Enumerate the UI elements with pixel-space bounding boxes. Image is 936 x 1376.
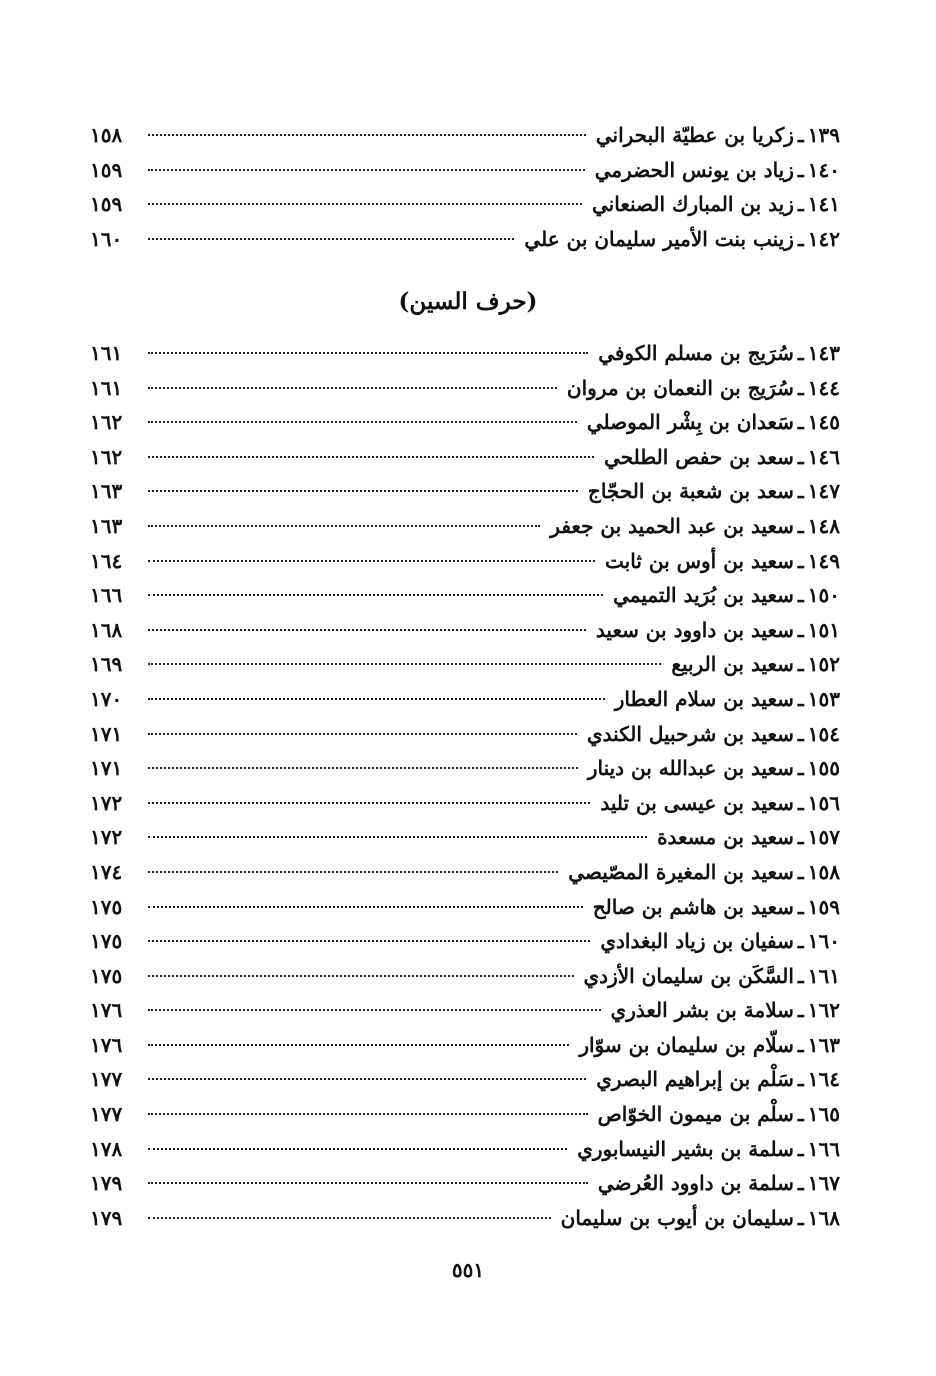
entry-title: زينب بنت الأمير سليمان بن علي	[524, 226, 794, 251]
entry-separator: ـ	[797, 756, 804, 781]
dot-leader	[148, 238, 514, 240]
entry-page-number: ١٧١	[90, 756, 123, 781]
entry-page-number: ١٧٧	[90, 1102, 123, 1127]
entry-number: ١٥٣	[807, 686, 840, 711]
entry-title: سليمان بن أيوب بن سليمان	[560, 1205, 794, 1230]
entry-separator: ـ	[797, 226, 804, 251]
entry-number: ١٤٧	[807, 479, 840, 504]
entry-separator: ـ	[797, 444, 804, 469]
entry-page-number: ١٦٦	[90, 583, 123, 608]
entry-number: ١٦٦	[807, 1136, 840, 1161]
entry-separator: ـ	[797, 410, 804, 435]
entry-title: السَّكَن بن سليمان الأزدي	[583, 963, 794, 988]
entry-number: ١٤١	[807, 192, 840, 217]
dot-leader	[148, 1217, 551, 1219]
entry-separator: ـ	[797, 721, 804, 746]
entry-title: سعيد بن عيسى بن تليد	[600, 790, 794, 815]
entry-title: سلْم بن ميمون الخوّاص	[597, 1102, 794, 1127]
entry-page-number: ١٧١	[90, 721, 123, 746]
entry-title: سعيد بن عبد الحميد بن جعفر	[550, 513, 794, 538]
entry-separator: ـ	[797, 686, 804, 711]
entry-title: زيد بن المبارك الصنعاني	[592, 192, 794, 217]
toc-entry	[90, 1201, 840, 1236]
dot-leader	[148, 456, 594, 458]
entry-page-number: ١٧٢	[90, 825, 123, 850]
dot-leader	[148, 1148, 567, 1150]
dot-leader	[148, 1078, 586, 1080]
entry-title: سعيد بن مسعدة	[657, 825, 794, 850]
toc-entry	[90, 1166, 840, 1201]
toc-entry	[90, 717, 840, 752]
toc-list-sin	[90, 336, 840, 1235]
entry-title: سعيد بن هاشم بن صالح	[592, 894, 794, 919]
entry-title: سلمة بن داوود العُرضي	[597, 1171, 794, 1196]
entry-separator: ـ	[797, 583, 804, 608]
toc-entry	[90, 820, 840, 855]
dot-leader	[148, 802, 590, 804]
dot-leader	[148, 1113, 588, 1115]
toc-entry	[90, 440, 840, 475]
entry-number: ١٥٦	[807, 790, 840, 815]
toc-entry	[90, 890, 840, 925]
footer-page-number: ٥٥١	[451, 1258, 485, 1282]
dot-leader	[148, 733, 577, 735]
entry-number: ١٥٧	[807, 825, 840, 850]
entry-title: سعيد بن عبدالله بن دينار	[587, 756, 794, 781]
entry-separator: ـ	[797, 341, 804, 365]
dot-leader	[148, 352, 588, 354]
entry-number: ١٦٣	[807, 1032, 840, 1057]
dot-leader	[148, 1009, 601, 1011]
entry-page-number: ١٦٣	[90, 479, 123, 504]
entry-number: ١٤٩	[807, 548, 840, 573]
entry-page-number: ١٧٠	[90, 686, 123, 711]
dot-leader	[148, 629, 586, 631]
entry-number: ١٤٨	[807, 513, 840, 538]
entry-separator: ـ	[797, 1102, 804, 1127]
entry-number: ١٣٩	[807, 123, 840, 147]
entry-number: ١٥٨	[807, 859, 840, 884]
entry-page-number: ١٧٧	[90, 1067, 123, 1092]
toc-entry	[90, 187, 840, 222]
entry-separator: ـ	[797, 998, 804, 1023]
toc-entry	[90, 578, 840, 613]
entry-page-number: ١٦٨	[90, 617, 123, 642]
toc-entry	[90, 544, 840, 579]
entry-number: ١٤٤	[807, 375, 840, 400]
toc-entry	[90, 118, 840, 153]
entry-title: سعيد بن أوس بن ثابت	[605, 548, 794, 573]
entry-number: ١٦٢	[807, 998, 840, 1023]
entry-page-number: ١٦١	[90, 375, 123, 400]
entry-title: سعيد بن المغيرة المصّيصي	[568, 859, 794, 884]
toc-entry	[90, 222, 840, 257]
entry-page-number: ١٧٤	[90, 859, 123, 884]
entry-separator: ـ	[797, 790, 804, 815]
entry-title: سعيد بن شرحبيل الكندي	[587, 721, 794, 746]
toc-entry	[90, 405, 840, 440]
dot-leader	[148, 975, 574, 977]
entry-page-number: ١٦٩	[90, 652, 123, 677]
entry-number: ١٦٨	[807, 1205, 840, 1230]
entry-number: ١٦١	[807, 963, 840, 988]
dot-leader	[148, 767, 578, 769]
dot-leader	[148, 203, 582, 205]
dot-leader	[148, 134, 586, 136]
entry-title: سُرَيج بن النعمان بن مروان	[566, 375, 794, 400]
entry-number: ١٥٤	[807, 721, 840, 746]
toc-entry	[90, 509, 840, 544]
entry-page-number: ١٧٦	[90, 998, 123, 1023]
entry-number: ١٥٠	[807, 583, 840, 608]
dot-leader	[148, 525, 540, 527]
entry-separator: ـ	[797, 513, 804, 538]
toc-entry	[90, 751, 840, 786]
entry-page-number: ١٥٩	[90, 192, 123, 217]
entry-page-number: ١٦٤	[90, 548, 123, 573]
entry-page-number: ١٦٢	[90, 410, 123, 435]
toc-entry	[90, 613, 840, 648]
toc-entry	[90, 153, 840, 188]
toc-entry	[90, 1028, 840, 1063]
entry-title: سَعدان بن بِشْر الموصلي	[586, 410, 794, 435]
toc-entry	[90, 474, 840, 509]
entry-number: ١٤٢	[807, 226, 840, 251]
dot-leader	[148, 387, 557, 389]
entry-page-number: ١٦٢	[90, 444, 123, 469]
entry-page-number: ١٧٩	[90, 1171, 123, 1196]
dot-leader	[148, 169, 585, 171]
entry-page-number: ١٦٠	[90, 226, 123, 251]
entry-separator: ـ	[797, 963, 804, 988]
dot-leader	[148, 663, 661, 665]
entry-number: ١٥٩	[807, 894, 840, 919]
entry-separator: ـ	[797, 929, 804, 954]
entry-separator: ـ	[797, 192, 804, 217]
entry-separator: ـ	[797, 1032, 804, 1057]
entry-number: ١٤٣	[807, 341, 840, 365]
entry-separator: ـ	[797, 1205, 804, 1230]
entry-page-number: ١٧٦	[90, 1032, 123, 1057]
toc-entry	[90, 786, 840, 821]
toc-entry	[90, 855, 840, 890]
entry-number: ١٥١	[807, 617, 840, 642]
entry-page-number: ١٦٣	[90, 513, 123, 538]
entry-title: سعيد بن الربيع	[671, 652, 794, 677]
entry-page-number: ١٧٥	[90, 929, 123, 954]
toc-entry	[90, 371, 840, 406]
entry-title: سعد بن شعبة بن الحجّاج	[587, 479, 794, 504]
entry-page-number: ١٧٩	[90, 1205, 123, 1230]
entry-separator: ـ	[797, 859, 804, 884]
entry-page-number: ١٦١	[90, 341, 123, 365]
entry-page-number: ١٧٢	[90, 790, 123, 815]
entry-title: سفيان بن زياد البغدادي	[600, 929, 794, 954]
entry-separator: ـ	[797, 825, 804, 850]
toc-entry	[90, 647, 840, 682]
dot-leader	[148, 490, 578, 492]
entry-title: سلامة بن بشر العذري	[610, 998, 794, 1023]
dot-leader	[148, 871, 558, 873]
dot-leader	[148, 594, 603, 596]
entry-separator: ـ	[797, 894, 804, 919]
toc-entry	[90, 1062, 840, 1097]
entry-page-number: ١٧٥	[90, 894, 123, 919]
toc-entry	[90, 993, 840, 1028]
entry-number: ١٥٥	[807, 756, 840, 781]
entry-separator: ـ	[797, 157, 804, 182]
entry-title: سَلْم بن إبراهيم البصري	[596, 1067, 794, 1092]
toc-entry	[90, 959, 840, 994]
entry-separator: ـ	[797, 1171, 804, 1196]
entry-separator: ـ	[797, 479, 804, 504]
entry-title: سعد بن حفص الطلحي	[604, 444, 794, 469]
toc-entry	[90, 1097, 840, 1132]
entry-number: ١٤٦	[807, 444, 840, 469]
dot-leader	[148, 940, 590, 942]
entry-title: زكريا بن عطيّة البحراني	[595, 123, 794, 147]
dot-leader	[148, 906, 583, 908]
entry-separator: ـ	[797, 548, 804, 573]
entry-separator: ـ	[797, 375, 804, 400]
entry-separator: ـ	[797, 123, 804, 147]
entry-page-number: ١٥٨	[90, 123, 123, 147]
entry-title: سعيد بن داوود بن سعيد	[595, 617, 794, 642]
entry-page-number: ١٥٩	[90, 157, 123, 182]
entry-separator: ـ	[797, 652, 804, 677]
dot-leader	[148, 1182, 588, 1184]
entry-title: سعيد بن بُرَيد التميمي	[613, 583, 794, 608]
entry-number: ١٦٥	[807, 1102, 840, 1127]
toc-entry	[90, 1132, 840, 1167]
entry-separator: ـ	[797, 1136, 804, 1161]
entry-page-number: ١٧٥	[90, 963, 123, 988]
entry-number: ١٥٢	[807, 652, 840, 677]
dot-leader	[148, 836, 647, 838]
entry-separator: ـ	[797, 1067, 804, 1092]
toc-list-top	[90, 118, 840, 256]
entry-title: سلمة بن بشير النيسابوري	[577, 1136, 794, 1161]
dot-leader	[148, 698, 605, 700]
entry-number: ١٤٥	[807, 410, 840, 435]
entry-separator: ـ	[797, 617, 804, 642]
entry-number: ١٤٠	[807, 157, 840, 182]
toc-entry	[90, 924, 840, 959]
section-heading: (حرف السين)	[398, 288, 538, 315]
entry-number: ١٦٠	[807, 929, 840, 954]
entry-title: سعيد بن سلام العطار	[614, 686, 794, 711]
entry-page-number: ١٧٨	[90, 1136, 123, 1161]
toc-entry	[90, 682, 840, 717]
dot-leader	[148, 421, 577, 423]
entry-title: سلّام بن سليمان بن سوّار	[579, 1032, 794, 1057]
entry-title: سُرَيج بن مسلم الكوفي	[598, 341, 794, 365]
entry-number: ١٦٧	[807, 1171, 840, 1196]
entry-number: ١٦٤	[807, 1067, 840, 1092]
toc-entry	[90, 336, 840, 371]
dot-leader	[148, 1044, 569, 1046]
entry-title: زياد بن يونس الحضرمي	[594, 157, 794, 182]
dot-leader	[148, 560, 595, 562]
